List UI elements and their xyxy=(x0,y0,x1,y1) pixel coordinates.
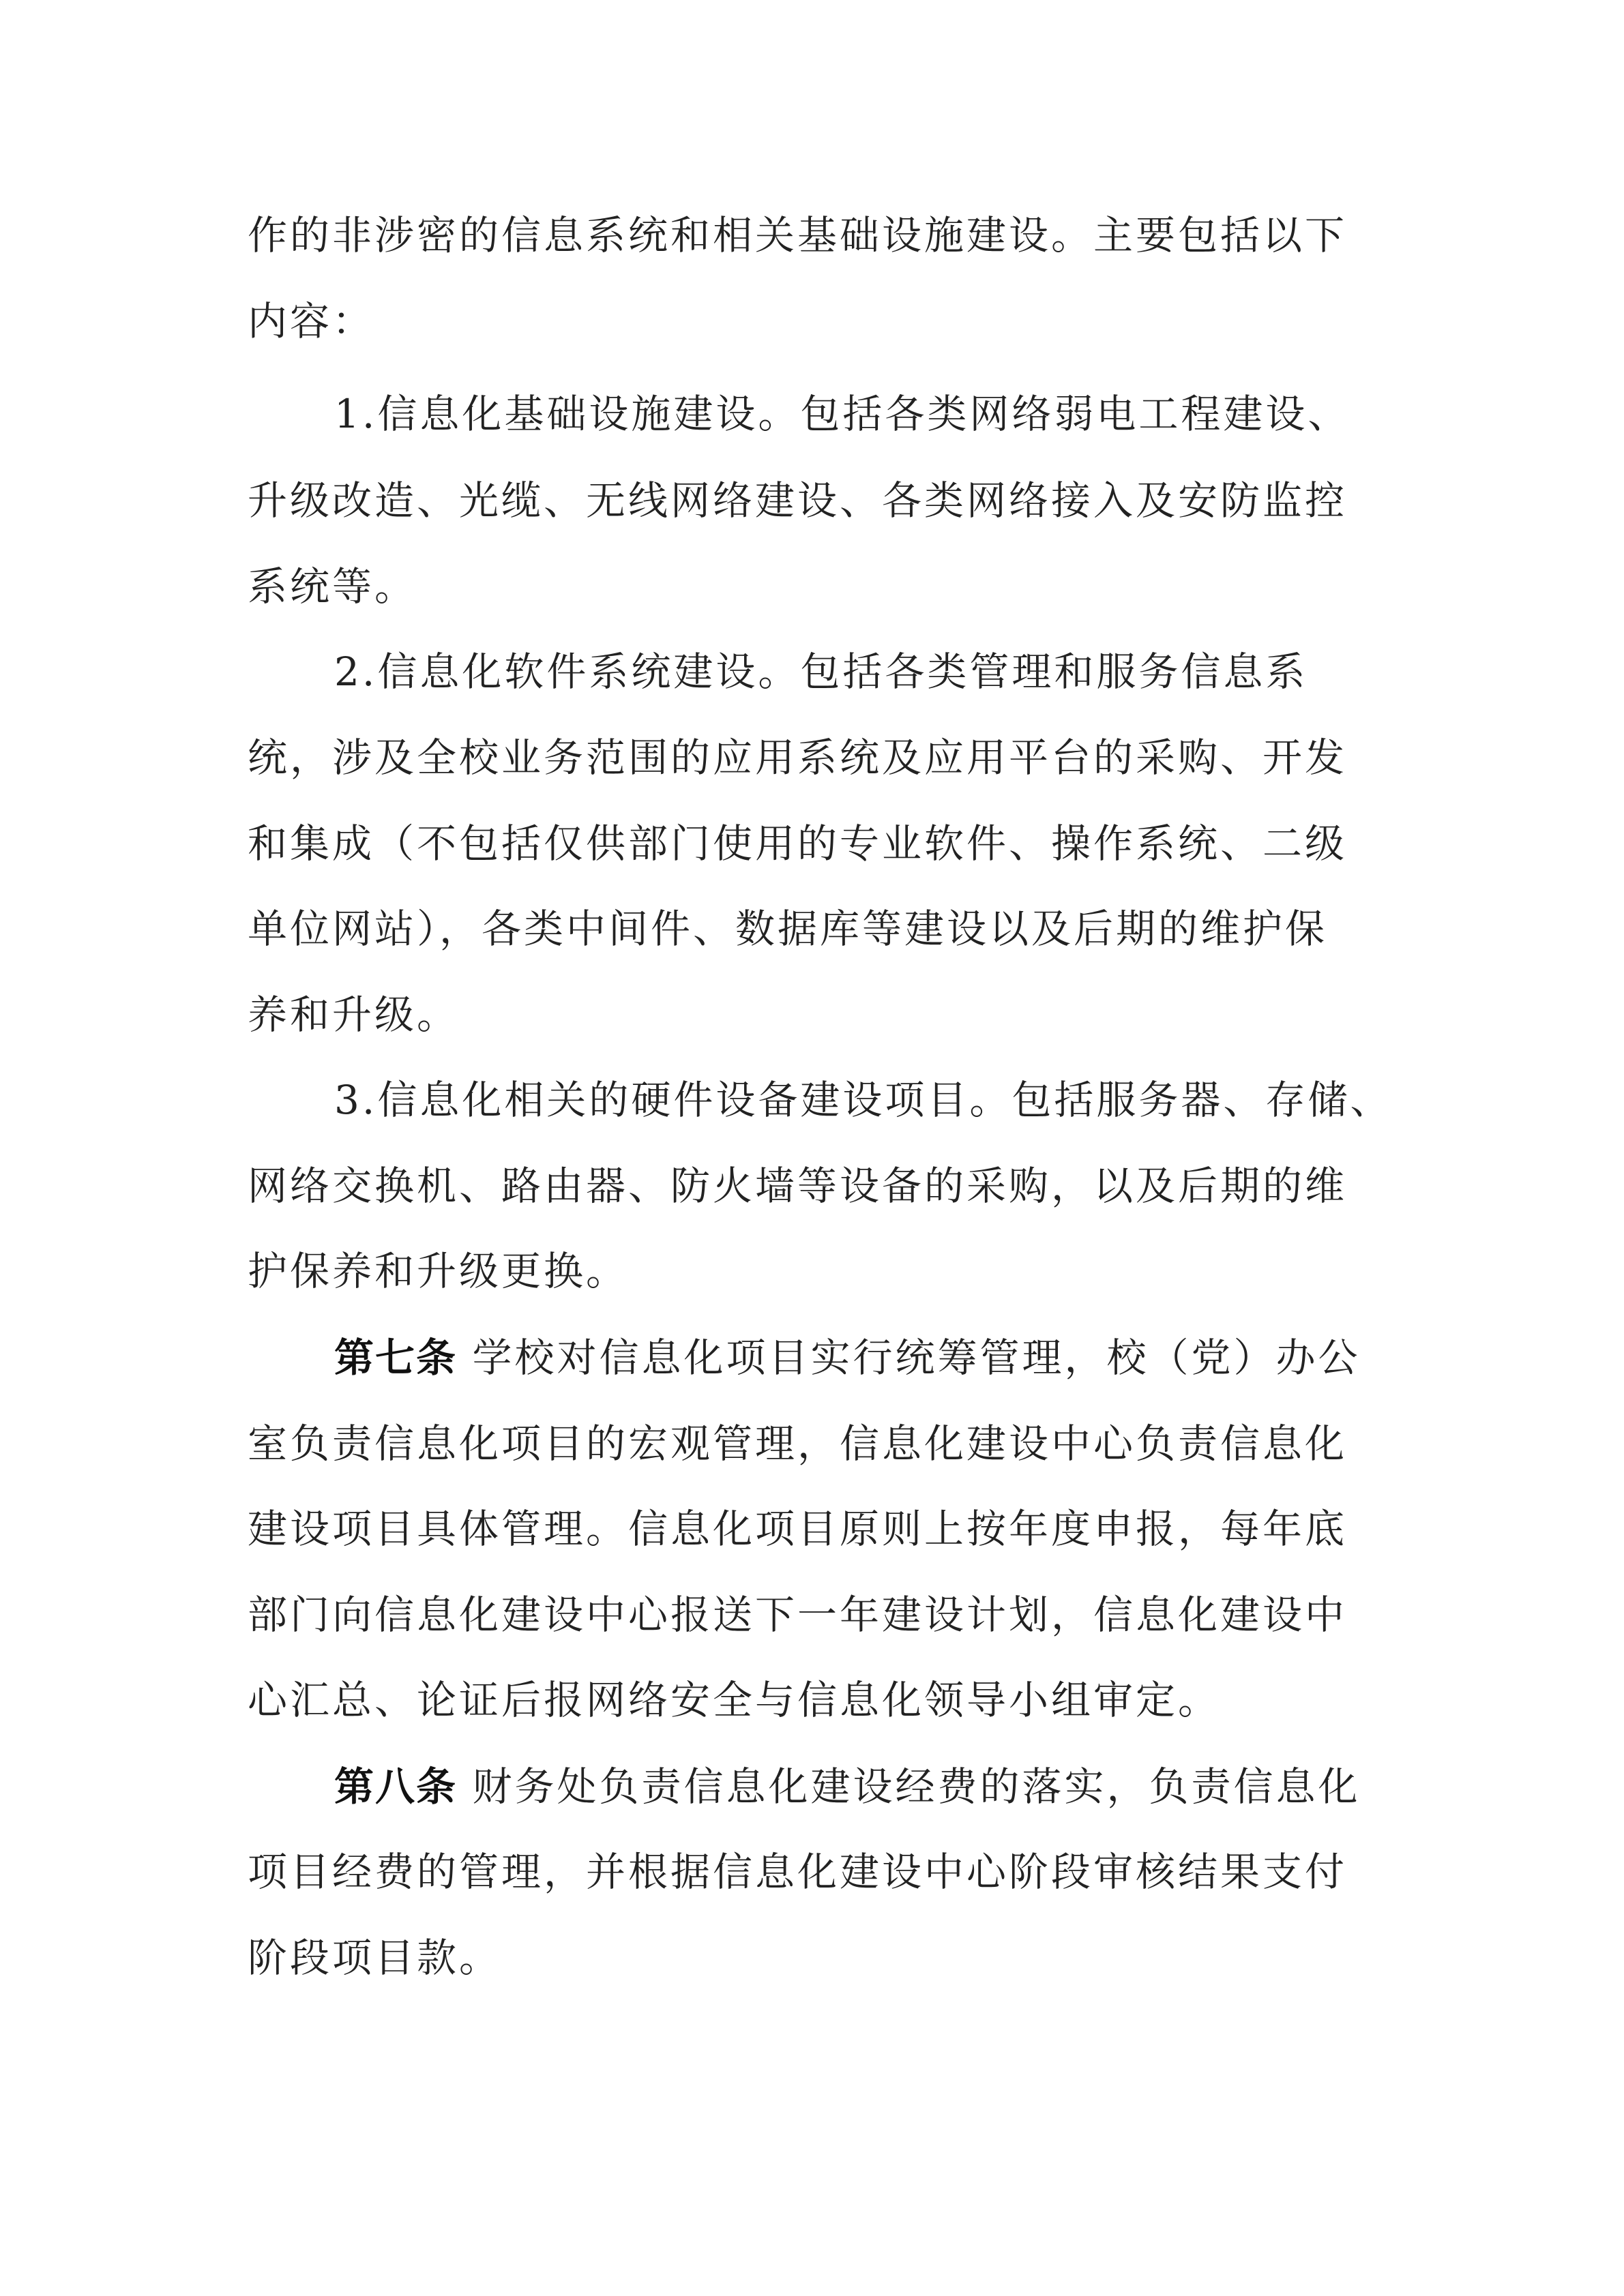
paragraph-line: 部门向信息化建设中心报送下一年建设计划，信息化建设中 xyxy=(248,1592,1348,1638)
paragraph-line: 网络交换机、路由器、防火墙等设备的采购，以及后期的维 xyxy=(248,1163,1348,1209)
paragraph-line: 和集成（不包括仅供部门使用的专业软件、操作系统、二级 xyxy=(248,820,1348,867)
article-7-heading: 第七条 xyxy=(334,1335,458,1381)
article-8-line xyxy=(334,1759,1407,1814)
paragraph-line: 阶段项目款。 xyxy=(248,1935,502,1981)
article-8-text: 财务处负责信息化建设经费的落实，负责信息化 xyxy=(472,1763,1361,1810)
paragraph-line: 建设项目具体管理。信息化项目原则上按年度申报，每年底 xyxy=(248,1506,1348,1552)
list-item-3: 3.信息化相关的硬件设备建设项目。包括服务器、存储、 xyxy=(334,1077,1393,1123)
paragraph-line: 系统等。 xyxy=(248,563,417,610)
paragraph-line: 养和升级。 xyxy=(248,992,460,1038)
paragraph-line: 统，涉及全校业务范围的应用系统及应用平台的采购、开发 xyxy=(248,734,1348,781)
list-item-1: 1.信息化基础设施建设。包括各类网络弱电工程建设、 xyxy=(334,391,1350,437)
paragraph-line: 室负责信息化项目的宏观管理，信息化建设中心负责信息化 xyxy=(248,1420,1348,1467)
paragraph-line: 升级改造、光缆、无线网络建设、各类网络接入及安防监控 xyxy=(248,477,1348,524)
paragraph-line: 单位网站），各类中间件、数据库等建设以及后期的维护保 xyxy=(248,906,1328,952)
paragraph-line: 项目经费的管理，并根据信息化建设中心阶段审核结果支付 xyxy=(248,1849,1348,1895)
article-7-text: 学校对信息化项目实行统筹管理，校（党）办公 xyxy=(472,1335,1361,1381)
paragraph-line: 心汇总、论证后报网络安全与信息化领导小组审定。 xyxy=(248,1677,1221,1723)
list-item-2: 2.信息化软件系统建设。包括各类管理和服务信息系 xyxy=(334,648,1308,695)
article-8-heading: 第八条 xyxy=(334,1763,458,1810)
paragraph-line: 内容： xyxy=(248,298,375,344)
article-7-line xyxy=(334,1330,1407,1385)
paragraph-line: 护保养和升级更换。 xyxy=(248,1248,629,1294)
paragraph-line: 作的非涉密的信息系统和相关基础设施建设。主要包括以下 xyxy=(248,212,1348,258)
